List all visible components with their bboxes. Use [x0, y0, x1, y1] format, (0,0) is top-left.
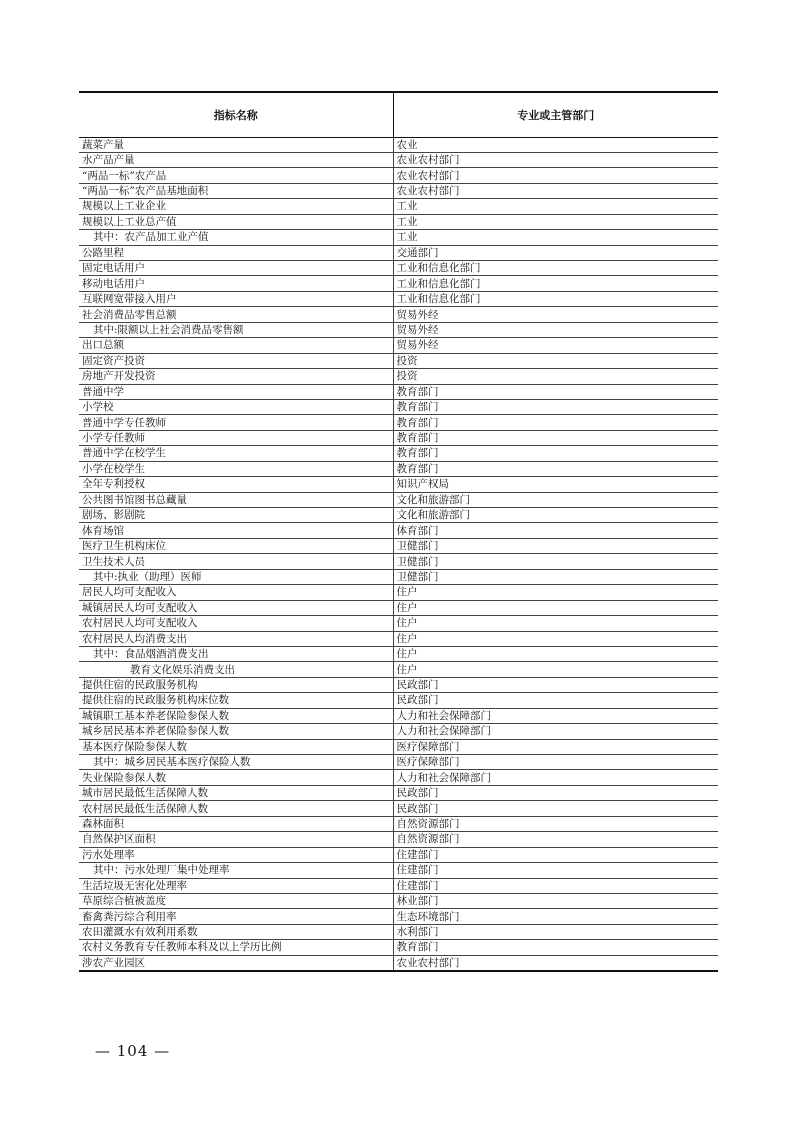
department-cell: 民政部门: [393, 677, 718, 692]
indicator-name-cell: 规模以上工业总产值: [79, 214, 393, 229]
table-row: [79, 646, 718, 661]
indicator-name-cell: 城市居民最低生活保障人数: [79, 785, 393, 800]
table-row: [79, 168, 718, 183]
indicator-name-cell: 水产品产量: [79, 152, 393, 167]
indicator-name-cell: 城镇职工基本养老保险参保人数: [79, 708, 393, 723]
table-row: [79, 847, 718, 862]
indicator-name-cell: 房地产开发投资: [79, 369, 393, 384]
indicator-name-cell: 医疗卫生机构床位: [79, 538, 393, 553]
table-row: [79, 399, 718, 414]
department-cell: 工业和信息化部门: [393, 276, 718, 291]
table-row: [79, 276, 718, 291]
department-cell: 民政部门: [393, 785, 718, 800]
table-body: [79, 137, 718, 971]
table-row: [79, 353, 718, 368]
department-cell: 医疗保障部门: [393, 755, 718, 770]
indicator-name-cell: 普通中学专任教师: [79, 415, 393, 430]
indicator-name-cell: 其中:执业（助理）医师: [79, 569, 393, 584]
table-row: [79, 245, 718, 260]
table-row: [79, 137, 718, 152]
table-row: [79, 415, 718, 430]
department-cell: 教育部门: [393, 399, 718, 414]
indicator-name-cell: 农村居民人均可支配收入: [79, 616, 393, 631]
table-row: [79, 755, 718, 770]
table-row: [79, 508, 718, 523]
header-department: 专业或主管部门: [393, 92, 718, 137]
table-header-row: [79, 92, 718, 137]
indicator-name-cell: 出口总额: [79, 338, 393, 353]
department-cell: 工业: [393, 214, 718, 229]
indicator-name-cell: 社会消费品零售总额: [79, 307, 393, 322]
indicator-name-cell: 普通中学: [79, 384, 393, 399]
department-cell: 投资: [393, 369, 718, 384]
department-cell: 水利部门: [393, 924, 718, 939]
indicator-name-cell: 剧场、影剧院: [79, 508, 393, 523]
table-row: [79, 600, 718, 615]
department-cell: 贸易外经: [393, 338, 718, 353]
indicator-name-cell: 互联网宽带接入用户: [79, 291, 393, 306]
table-row: [79, 492, 718, 507]
department-cell: 投资: [393, 353, 718, 368]
indicator-name-cell: 农村义务教育专任教师本科及以上学历比例: [79, 940, 393, 955]
indicator-name-cell: 公路里程: [79, 245, 393, 260]
department-cell: 工业和信息化部门: [393, 291, 718, 306]
department-cell: 教育部门: [393, 461, 718, 476]
table-row: [79, 461, 718, 476]
indicator-name-cell: 城乡居民基本养老保险参保人数: [79, 724, 393, 739]
table-row: [79, 369, 718, 384]
table-row: [79, 384, 718, 399]
indicator-name-cell: 移动电话用户: [79, 276, 393, 291]
department-cell: 住建部门: [393, 863, 718, 878]
department-cell: 医疗保障部门: [393, 739, 718, 754]
table-row: [79, 569, 718, 584]
department-cell: 人力和社会保障部门: [393, 770, 718, 785]
indicator-name-cell: 农村居民最低生活保障人数: [79, 801, 393, 816]
department-cell: 农业农村部门: [393, 152, 718, 167]
indicator-name-cell: 城镇居民人均可支配收入: [79, 600, 393, 615]
department-cell: 交通部门: [393, 245, 718, 260]
department-cell: 文化和旅游部门: [393, 492, 718, 507]
table-row: [79, 616, 718, 631]
indicator-name-cell: 规模以上工业企业: [79, 199, 393, 214]
indicator-name-cell: 教育文化娱乐消费支出: [79, 662, 393, 677]
table-row: [79, 538, 718, 553]
department-cell: 住建部门: [393, 847, 718, 862]
department-cell: 住户: [393, 662, 718, 677]
table-row: [79, 832, 718, 847]
department-cell: 卫健部门: [393, 569, 718, 584]
department-cell: 体育部门: [393, 523, 718, 538]
table-row: [79, 430, 718, 445]
table-row: [79, 693, 718, 708]
table-row: [79, 739, 718, 754]
table-row: [79, 816, 718, 831]
indicator-name-cell: “两品一标”农产品基地面积: [79, 183, 393, 198]
table-row: [79, 940, 718, 955]
department-cell: 知识产权局: [393, 477, 718, 492]
table-row: [79, 338, 718, 353]
table-row: [79, 955, 718, 971]
department-cell: 工业: [393, 199, 718, 214]
department-cell: 贸易外经: [393, 322, 718, 337]
table-row: [79, 662, 718, 677]
department-cell: 文化和旅游部门: [393, 508, 718, 523]
indicator-name-cell: 小学专任教师: [79, 430, 393, 445]
indicator-name-cell: 全年专利授权: [79, 477, 393, 492]
table-row: [79, 909, 718, 924]
indicator-name-cell: 森林面积: [79, 816, 393, 831]
table-row: [79, 523, 718, 538]
department-cell: 农业农村部门: [393, 183, 718, 198]
indicator-name-cell: 草原综合植被盖度: [79, 893, 393, 908]
table-row: [79, 677, 718, 692]
indicator-name-cell: 固定电话用户: [79, 261, 393, 276]
table-row: [79, 199, 718, 214]
table-row: [79, 924, 718, 939]
department-cell: 生态环境部门: [393, 909, 718, 924]
indicator-name-cell: 提供住宿的民政服务机构床位数: [79, 693, 393, 708]
table-row: [79, 307, 718, 322]
indicator-name-cell: 体育场馆: [79, 523, 393, 538]
indicator-name-cell: 居民人均可支配收入: [79, 585, 393, 600]
indicator-name-cell: 其中：食品烟酒消费支出: [79, 646, 393, 661]
header-indicator-name: 指标名称: [79, 92, 393, 137]
department-cell: 贸易外经: [393, 307, 718, 322]
department-cell: 人力和社会保障部门: [393, 724, 718, 739]
page-number: — 104 —: [95, 1042, 171, 1060]
department-cell: 住户: [393, 631, 718, 646]
table-row: [79, 477, 718, 492]
indicator-name-cell: 提供住宿的民政服务机构: [79, 677, 393, 692]
table-row: [79, 878, 718, 893]
department-cell: 住户: [393, 646, 718, 661]
department-cell: 工业: [393, 230, 718, 245]
table-row: [79, 554, 718, 569]
table-row: [79, 152, 718, 167]
department-cell: 教育部门: [393, 446, 718, 461]
department-cell: 自然资源部门: [393, 816, 718, 831]
indicator-name-cell: 蔬菜产量: [79, 137, 393, 152]
department-cell: 住户: [393, 616, 718, 631]
department-cell: 民政部门: [393, 801, 718, 816]
department-cell: 工业和信息化部门: [393, 261, 718, 276]
department-cell: 教育部门: [393, 384, 718, 399]
department-cell: 林业部门: [393, 893, 718, 908]
table-row: [79, 724, 718, 739]
table-row: [79, 893, 718, 908]
indicator-name-cell: 污水处理率: [79, 847, 393, 862]
indicator-name-cell: “两品一标”农产品: [79, 168, 393, 183]
indicator-name-cell: 农村居民人均消费支出: [79, 631, 393, 646]
department-cell: 农业农村部门: [393, 955, 718, 971]
department-cell: 卫健部门: [393, 538, 718, 553]
table-row: [79, 585, 718, 600]
department-cell: 住建部门: [393, 878, 718, 893]
department-cell: 教育部门: [393, 430, 718, 445]
indicator-name-cell: 其中：农产品加工业产值: [79, 230, 393, 245]
table-row: [79, 214, 718, 229]
table-row: [79, 801, 718, 816]
indicator-name-cell: 卫生技术人员: [79, 554, 393, 569]
indicator-name-cell: 小学在校学生: [79, 461, 393, 476]
indicator-name-cell: 其中:限额以上社会消费品零售额: [79, 322, 393, 337]
table-row: [79, 183, 718, 198]
indicator-name-cell: 生活垃圾无害化处理率: [79, 878, 393, 893]
table-row: [79, 770, 718, 785]
table-row: [79, 708, 718, 723]
department-cell: 农业农村部门: [393, 168, 718, 183]
indicator-name-cell: 公共图书馆图书总藏量: [79, 492, 393, 507]
table-row: [79, 631, 718, 646]
department-cell: 自然资源部门: [393, 832, 718, 847]
indicator-name-cell: 涉农产业园区: [79, 955, 393, 971]
table-row: [79, 785, 718, 800]
indicator-name-cell: 失业保险参保人数: [79, 770, 393, 785]
indicator-name-cell: 基本医疗保险参保人数: [79, 739, 393, 754]
table-row: [79, 446, 718, 461]
department-cell: 教育部门: [393, 940, 718, 955]
department-cell: 人力和社会保障部门: [393, 708, 718, 723]
indicator-name-cell: 固定资产投资: [79, 353, 393, 368]
indicator-table: [79, 91, 718, 972]
table-row: [79, 261, 718, 276]
indicator-name-cell: 小学校: [79, 399, 393, 414]
indicator-name-cell: 畜禽粪污综合利用率: [79, 909, 393, 924]
indicator-name-cell: 其中：污水处理厂集中处理率: [79, 863, 393, 878]
table-row: [79, 863, 718, 878]
department-cell: 住户: [393, 600, 718, 615]
table-row: [79, 322, 718, 337]
department-cell: 卫健部门: [393, 554, 718, 569]
table-row: [79, 230, 718, 245]
department-cell: 住户: [393, 585, 718, 600]
indicator-name-cell: 普通中学在校学生: [79, 446, 393, 461]
indicator-name-cell: 自然保护区面积: [79, 832, 393, 847]
indicator-name-cell: 农田灌溉水有效利用系数: [79, 924, 393, 939]
department-cell: 教育部门: [393, 415, 718, 430]
department-cell: 农业: [393, 137, 718, 152]
table-row: [79, 291, 718, 306]
department-cell: 民政部门: [393, 693, 718, 708]
indicator-name-cell: 其中：城乡居民基本医疗保险人数: [79, 755, 393, 770]
